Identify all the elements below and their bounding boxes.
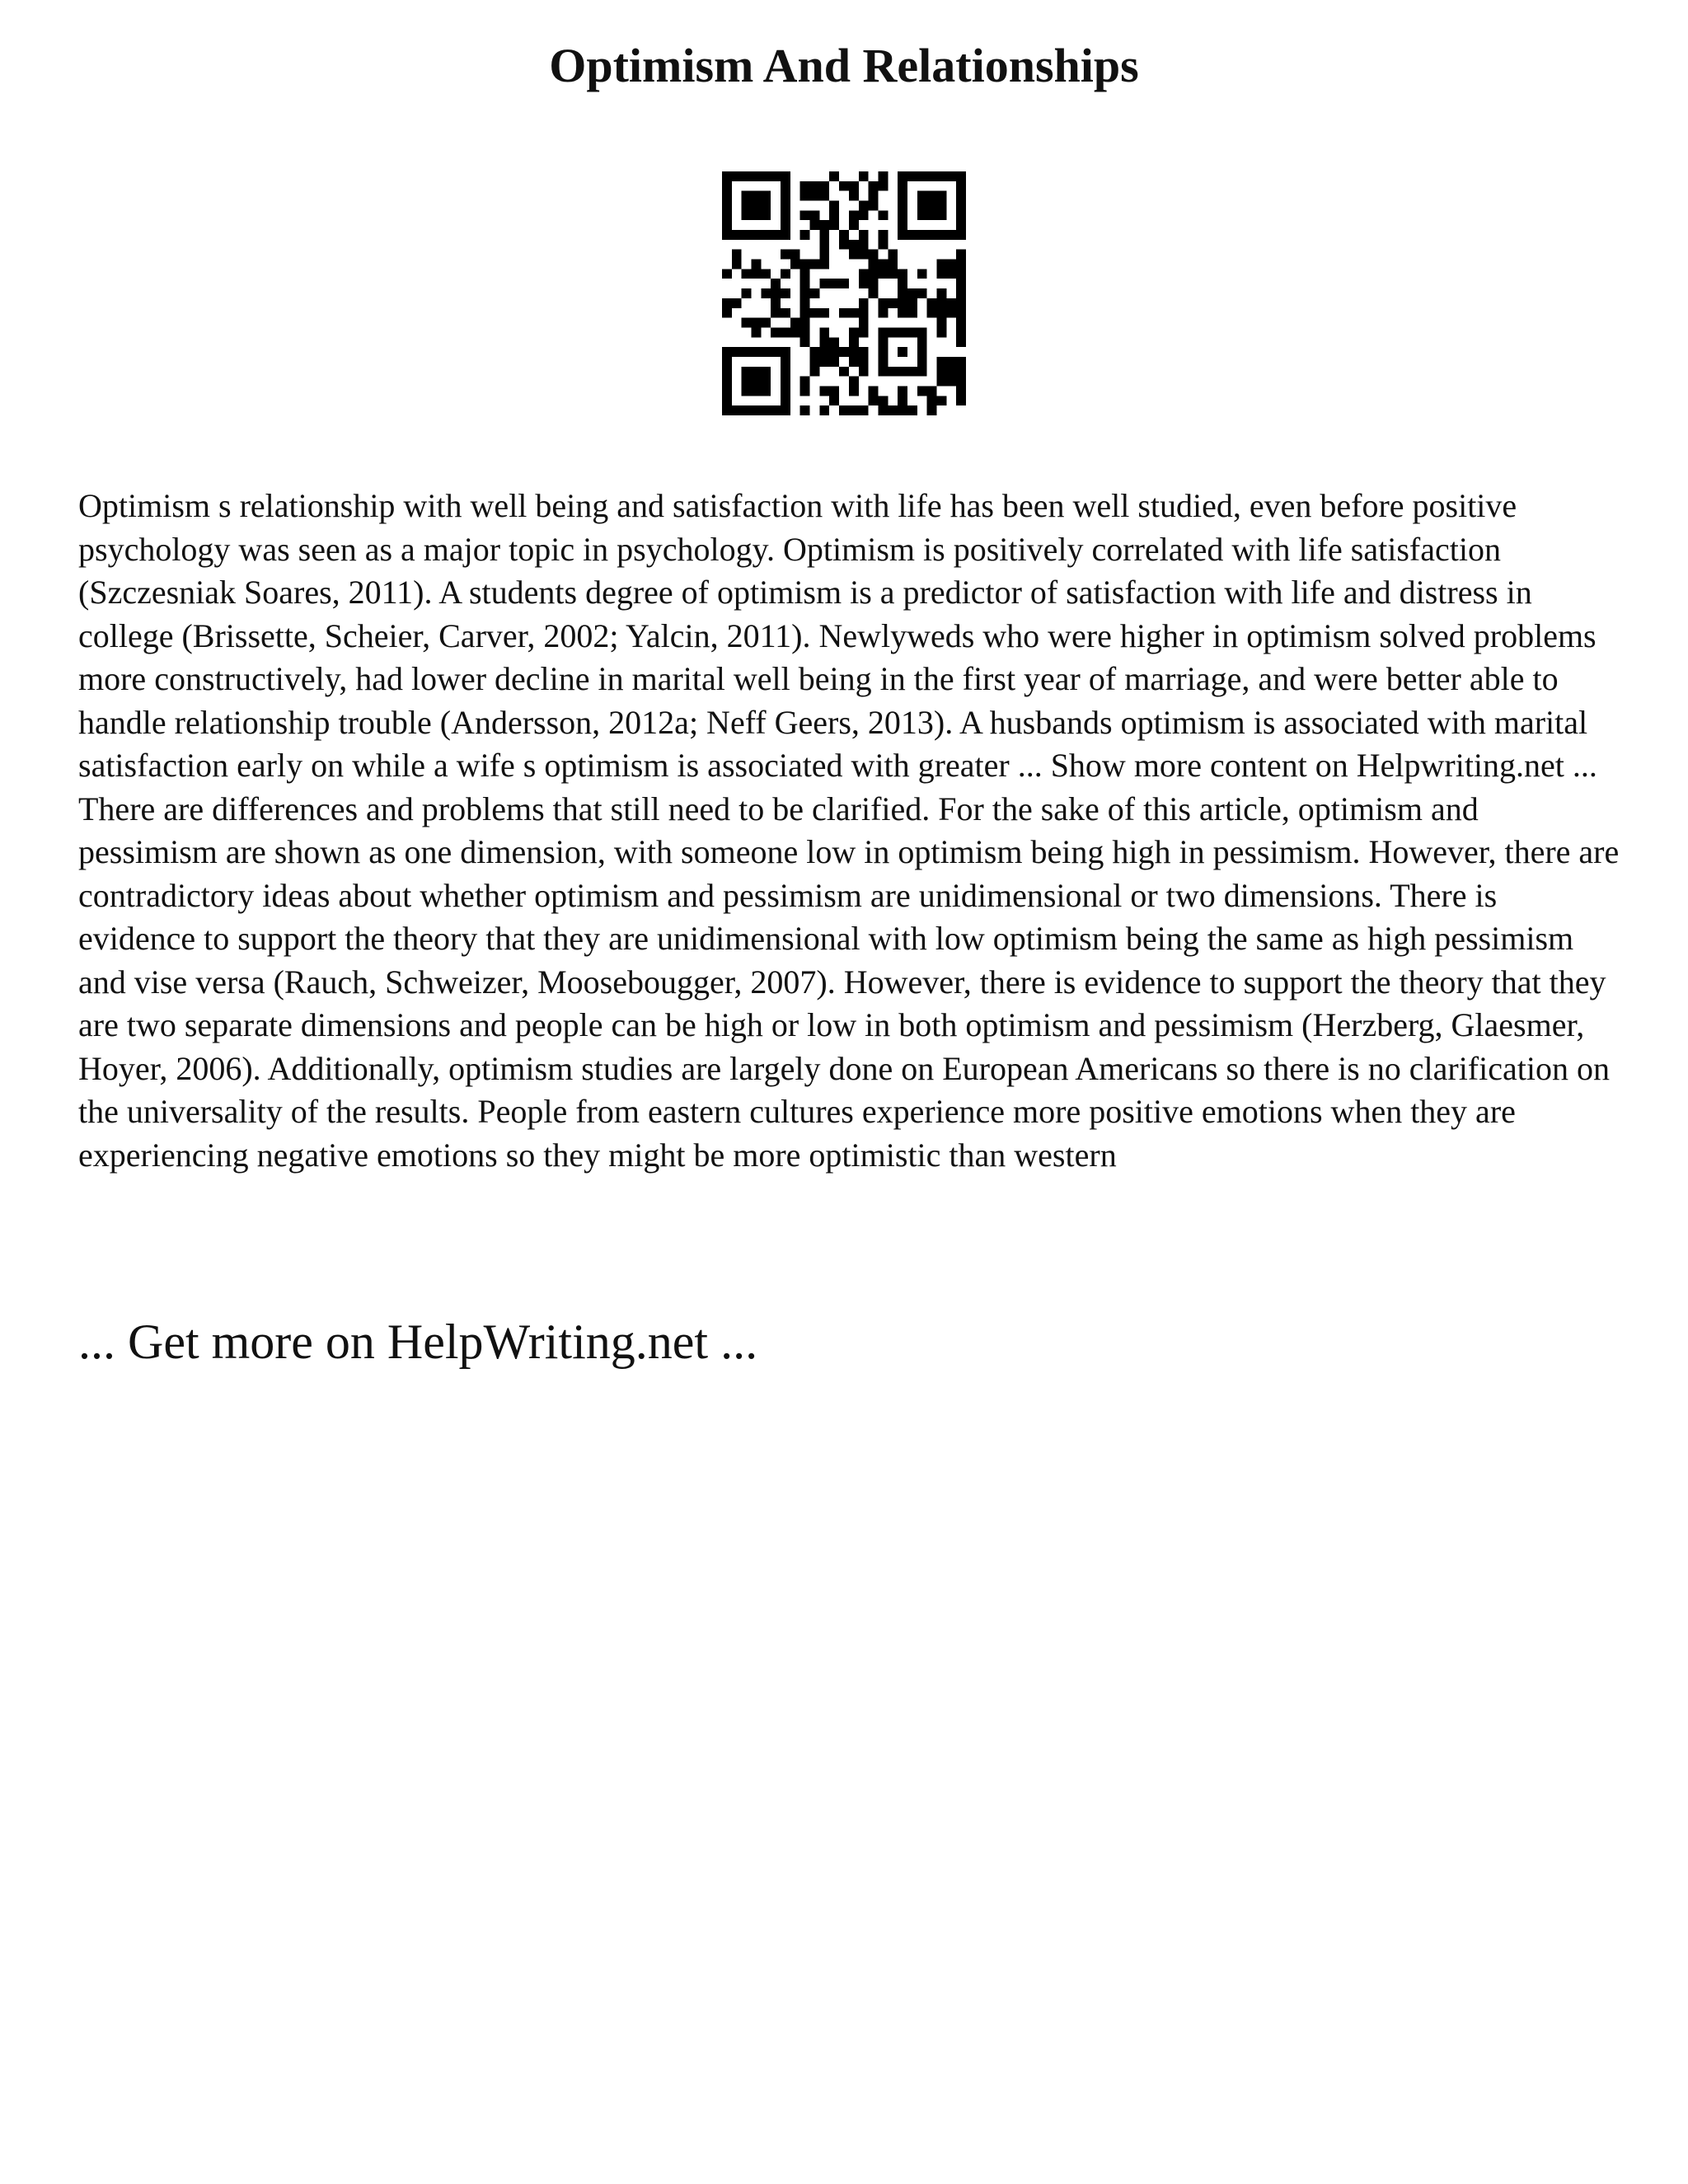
document-body xyxy=(78,485,1620,1177)
body-paragraph: Optimism s relationship with well being and satisfaction with life has been well studied, even before positive psychology was seen as a major topic in psychology. Optimism is positively correlated with life satisfaction (Szczesniak Soares, 2011). A students degree of optimism is a predictor of satisfaction with life and distress in college (Brissette, Scheier, Carver, 2002; Yalcin, 2011). Newlyweds who were higher in optimism solved problems more constructively, had lower decline in marital well being in the first year of marriage, and were better able to handle relationship trouble (Andersson, 2012a; Neff Geers, 2013). A husbands optimism is associated with marital satisfaction early on while a wife s optimism is associated with greater ... Show more content on Helpwriting.net ... xyxy=(78,487,1597,784)
document-title: Optimism And Relationships xyxy=(549,39,1139,92)
qr-code-icon xyxy=(722,171,966,415)
body-paragraph: There are differences and problems that still need to be clarified. For the sake of this article, optimism and pessimism are shown as one dimension, with someone low in optimism being high in pessimism. However, there are contradictory ideas about whether optimism and pessimism are unidimensional or two dimensions. There is evidence to support the theory that they are unidimensional with low optimism being the same as high pessimism and vise versa (Rauch, Schweizer, Moosebougger, 2007). However, there is evidence to support the theory that they are two separate dimensions and people can be high or low in both optimism and pessimism (Herzberg, Glaesmer, Hoyer, 2006). Additionally, optimism studies are largely done on European Americans so there is no clarification on the universality of the results. People from eastern cultures experience more positive emotions when they are experiencing negative emotions so they might be more optimistic than western xyxy=(78,790,1620,1174)
get-more-link[interactable]: ... Get more on HelpWriting.net ... xyxy=(78,1315,758,1369)
